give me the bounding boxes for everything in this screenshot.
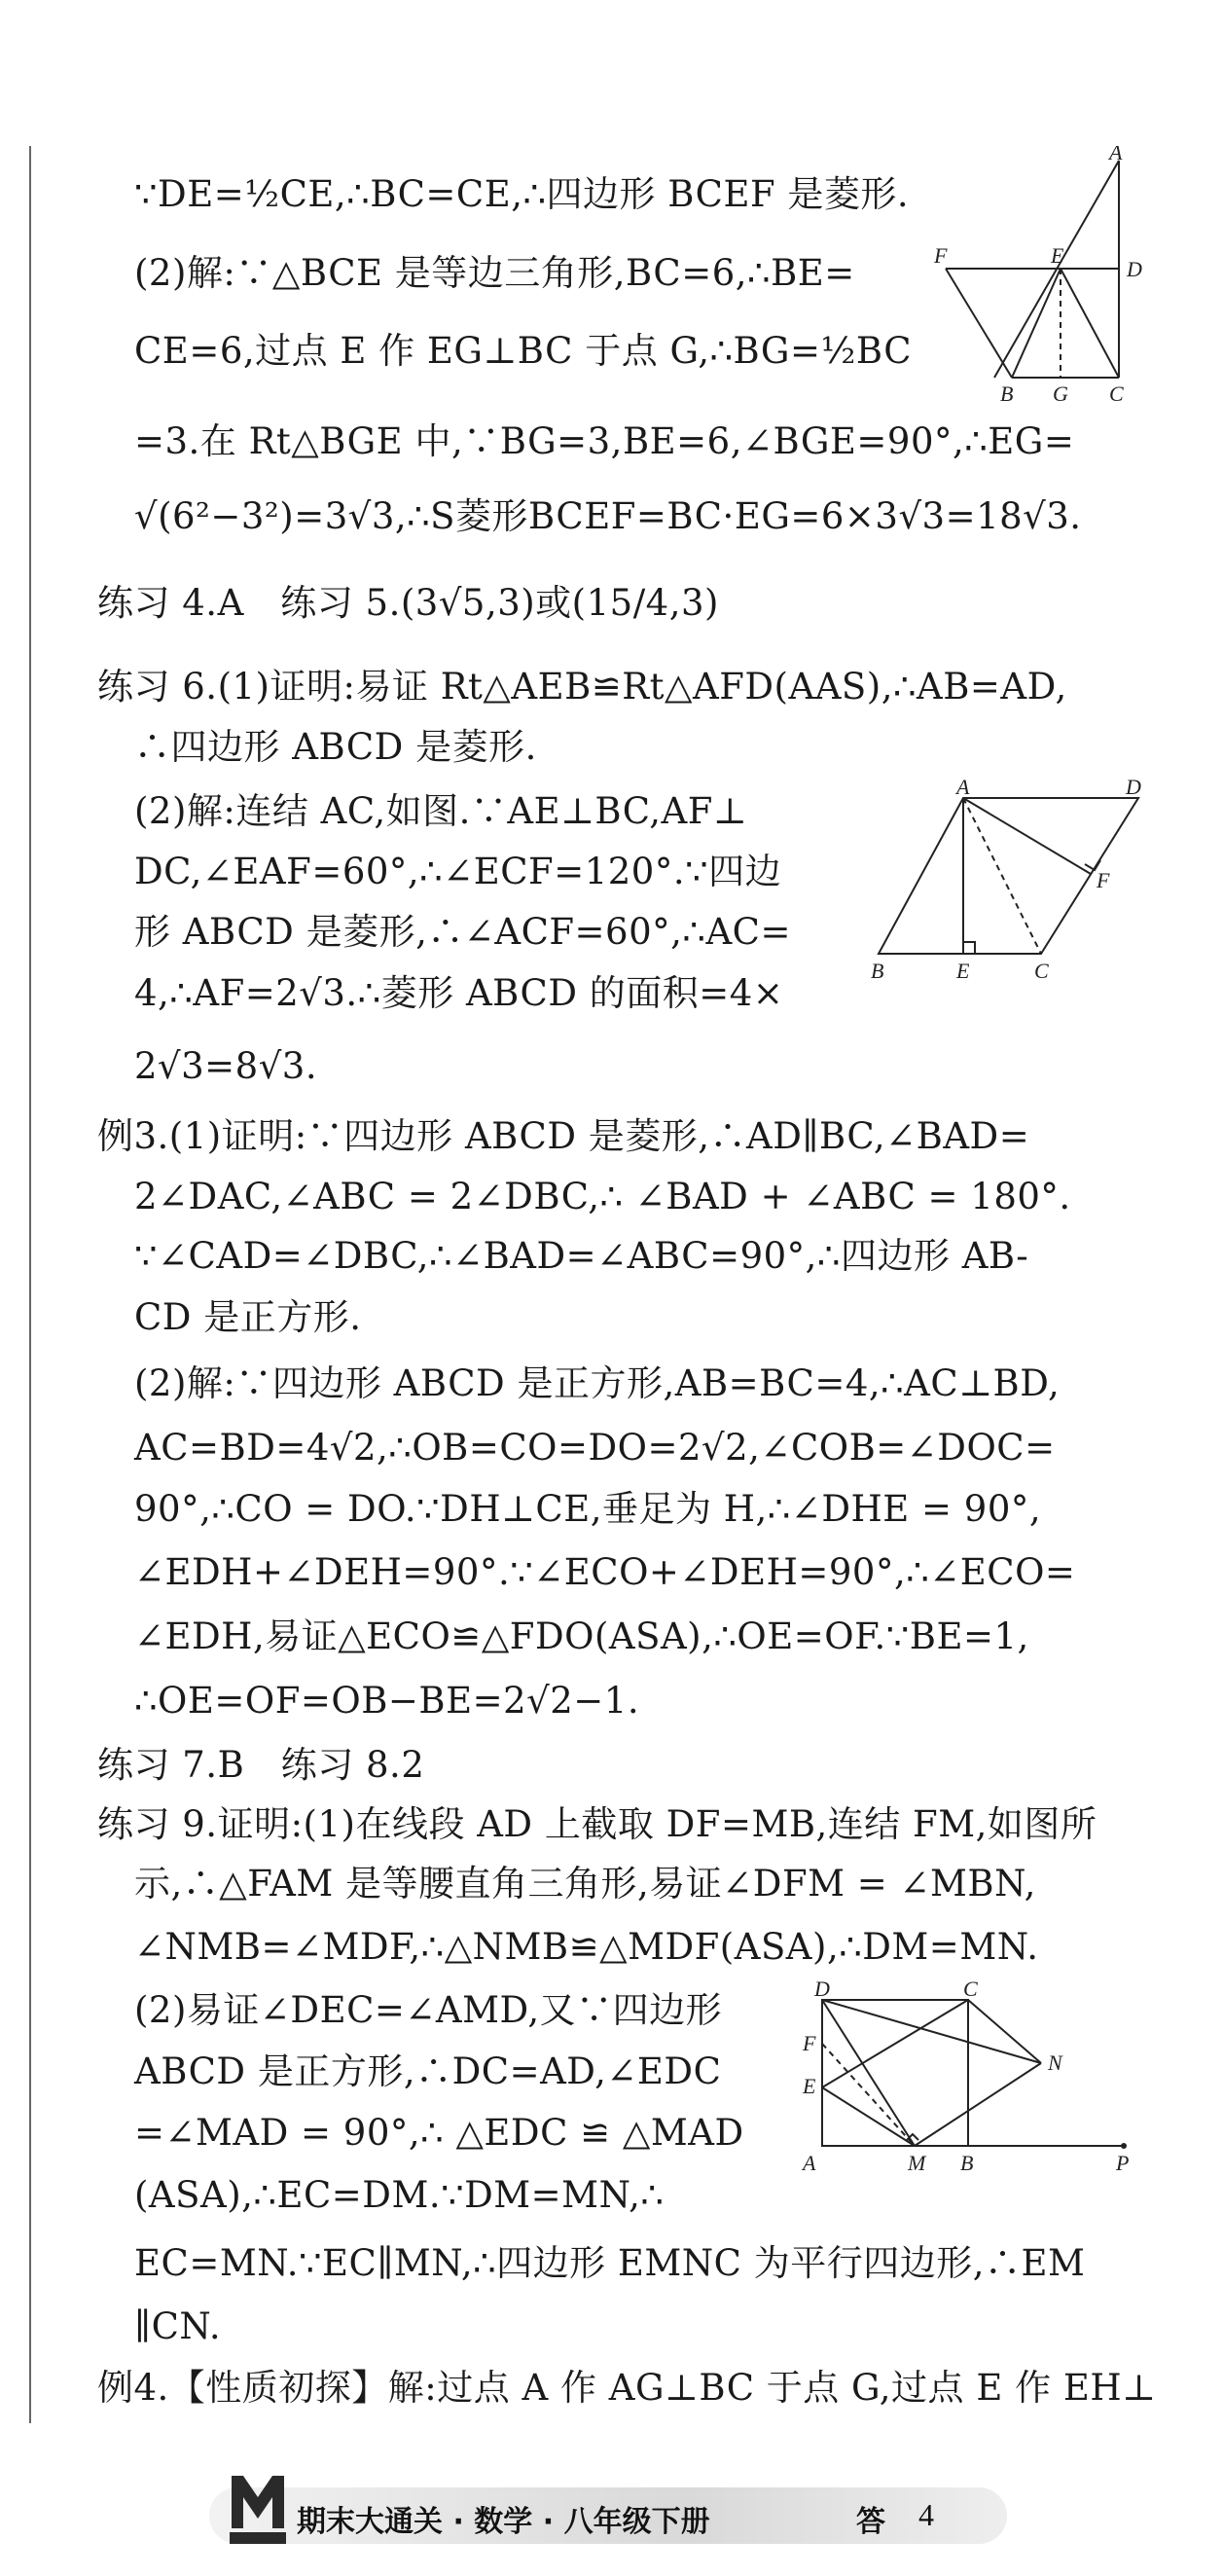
fig3-label-n: N [1048,2050,1062,2075]
exercise-4-5: 练习 4.A 练习 5.(3√5,3)或(15/4,3) [97,582,719,624]
left-margin-rule [29,146,31,2423]
exercise-9: 练习 9.证明:(1)在线段 AD 上截取 DF=MB,连结 FM,如图所 [97,1803,1097,1845]
fig1-label-g: G [1053,381,1068,406]
footer-answer-label: 答 [856,2505,885,2539]
fig3-label-e: E [803,2074,816,2098]
text-line: =3.在 Rt△BGE 中,∵BG=3,BE=6,∠BGE=90°,∴EG= [134,420,1075,462]
figure-rhombus-abcd [871,779,1163,997]
fig3-label-c: C [963,1980,978,2001]
fig2-label-d: D [1126,779,1141,799]
text-line: ∴四边形 ABCD 是菱形. [134,726,537,768]
text-line: ∠NMB=∠MDF,∴△NMB≌△MDF(ASA),∴DM=MN. [134,1926,1039,1968]
fig3-label-f: F [803,2031,816,2055]
text-line: ∠EDH,易证△ECO≌△FDO(ASA),∴OE=OF.∵BE=1, [134,1615,1029,1657]
brand-logo [226,2468,290,2546]
fig2-label-f: F [1097,868,1110,892]
text-line: (ASA),∴EC=DM.∵DM=MN,∴ [134,2174,665,2216]
fig1-label-f: F [934,243,948,268]
text-line: (2)解:∵四边形 ABCD 是正方形,AB=BC=4,∴AC⊥BD, [134,1362,1061,1404]
figure-square-abcd [793,1980,1153,2208]
fig3-label-d: D [814,1980,830,2001]
text-line: 2∠DAC,∠ABC = 2∠DBC,∴ ∠BAD + ∠ABC = 180°. [134,1176,1071,1217]
example-3: 例3.(1)证明:∵四边形 ABCD 是菱形,∴AD∥BC,∠BAD= [97,1115,1030,1157]
text-line: ∠EDH+∠DEH=90°.∵∠ECO+∠DEH=90°,∴∠ECO= [134,1551,1076,1593]
text-line: 90°,∴CO = DO.∵DH⊥CE,垂足为 H,∴∠DHE = 90°, [134,1488,1042,1530]
text-line: DC,∠EAF=60°,∴∠ECF=120°.∵四边 [134,851,782,892]
text-line: 形 ABCD 是菱形,∴∠ACF=60°,∴AC= [134,911,791,953]
fig1-label-c: C [1109,381,1124,406]
text-line: CE=6,过点 E 作 EG⊥BC 于点 G,∴BG=½BC [134,330,913,372]
fig2-label-c: C [1034,959,1049,983]
text-line: AC=BD=4√2,∴OB=CO=DO=2√2,∠COB=∠DOC= [134,1427,1056,1469]
fig3-label-b: B [960,2151,974,2175]
text-line: (2)易证∠DEC=∠AMD,又∵四边形 [134,1989,723,2031]
text-line: ∥CN. [134,2305,222,2347]
text-line: 4,∴AF=2√3.∴菱形 ABCD 的面积=4× [134,972,784,1014]
text-line: CD 是正方形. [134,1296,362,1338]
fig2-label-b: B [871,959,884,983]
fig2-label-e: E [956,959,970,983]
figure-rhombus-bcef [934,146,1168,413]
text-line: 2√3=8√3. [134,1045,318,1087]
page-number: 4 [918,2497,934,2532]
footer-title: 期末大通关 · 数学 · 八年级下册 [297,2505,710,2539]
fig3-label-m: M [908,2151,926,2175]
exercise-7-8: 练习 7.B 练习 8.2 [97,1744,425,1786]
fig1-label-a: A [1109,146,1123,164]
text-line: √(6²−3²)=3√3,∴S菱形BCEF=BC·EG=6×3√3=18√3. [134,495,1082,537]
text-line: EC=MN.∵EC∥MN,∴四边形 EMNC 为平行四边形,∴EM [134,2242,1086,2284]
text-line: ABCD 是正方形,∴DC=AD,∠EDC [134,2050,722,2092]
text-line: 示,∴△FAM 是等腰直角三角形,易证∠DFM = ∠MBN, [134,1863,1036,1905]
fig1-label-d: D [1127,257,1142,281]
fig3-label-p: P [1116,2151,1130,2175]
text-line: =∠MAD = 90°,∴ △EDC ≌ △MAD [134,2112,744,2154]
text-line: ∵DE=½CE,∴BC=CE,∴四边形 BCEF 是菱形. [134,173,910,215]
fig1-label-e: E [1051,243,1064,268]
text-line: (2)解:连结 AC,如图.∵AE⊥BC,AF⊥ [134,790,748,832]
example-4: 例4.【性质初探】解:过点 A 作 AG⊥BC 于点 G,过点 E 作 EH⊥ [97,2367,1157,2409]
text-line: ∵∠CAD=∠DBC,∴∠BAD=∠ABC=90°,∴四边形 AB- [134,1235,1029,1277]
exercise-6: 练习 6.(1)证明:易证 Rt△AEB≌Rt△AFD(AAS),∴AB=AD, [97,666,1067,707]
fig3-label-a: A [803,2151,816,2175]
fig2-label-a: A [956,779,970,799]
fig1-label-b: B [1000,381,1014,406]
text-line: (2)解:∵△BCE 是等边三角形,BC=6,∴BE= [134,252,855,294]
text-line: ∴OE=OF=OB−BE=2√2−1. [134,1680,640,1722]
